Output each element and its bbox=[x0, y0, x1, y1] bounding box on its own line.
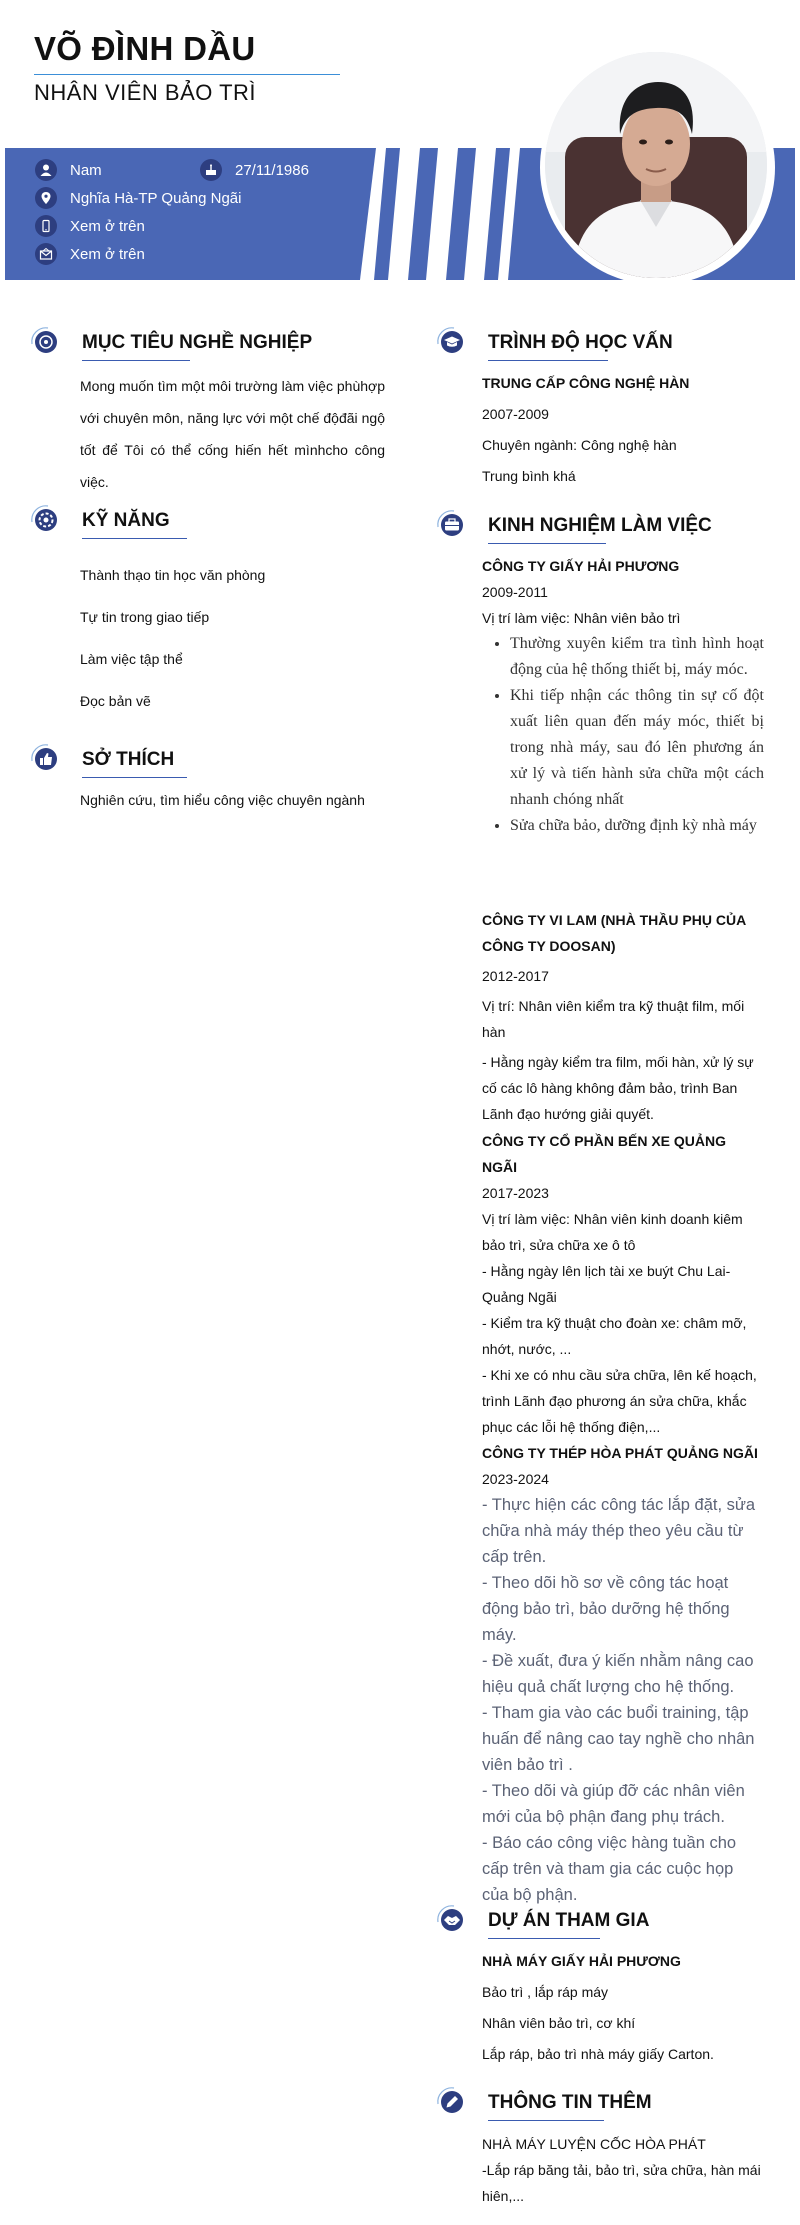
extra-underline bbox=[488, 2120, 604, 2121]
name-underline bbox=[34, 74, 340, 75]
briefcase-icon bbox=[434, 507, 470, 543]
gear-icon bbox=[28, 502, 64, 538]
handshake-icon bbox=[434, 1902, 470, 1938]
extra-title: THÔNG TIN THÊM bbox=[488, 2092, 652, 2113]
project-line: Bảo trì , lắp ráp máy bbox=[482, 1984, 609, 2000]
projects-block bbox=[482, 1948, 764, 2067]
job-period: 2023-2024 bbox=[482, 1471, 549, 1487]
job-company: CÔNG TY VI LAM (NHÀ THẦU PHỤ CỦA CÔNG TY DOOSAN) bbox=[482, 912, 746, 954]
job-line: - Hằng ngày lên lịch tài xe buýt Chu Lai-Quảng Ngãi bbox=[482, 1263, 731, 1305]
skill-item: Thành thạo tin học văn phòng bbox=[80, 567, 266, 583]
experience-job-1 bbox=[482, 553, 764, 839]
experience-job-4 bbox=[482, 1440, 764, 1908]
job-line: - Theo dõi hồ sơ về công tác hoạt động bảo trì, bảo dưỡng hệ thống máy. bbox=[482, 1574, 730, 1644]
education-header bbox=[434, 324, 774, 360]
avatar bbox=[545, 52, 767, 278]
contact-email bbox=[35, 243, 145, 265]
projects-header bbox=[434, 1902, 774, 1938]
pencil-icon bbox=[434, 2084, 470, 2120]
project-line: Nhân viên bảo trì, cơ khí bbox=[482, 2015, 636, 2031]
job-period: 2012-2017 bbox=[482, 968, 549, 984]
hobbies-text: Nghiên cứu, tìm hiểu công việc chuyên ngành bbox=[80, 792, 365, 808]
education-block bbox=[482, 370, 764, 489]
job-period: 2009-2011 bbox=[482, 584, 548, 600]
job-bullet: • Sửa chữa bảo, dưỡng định kỳ nhà máy bbox=[510, 813, 764, 839]
contact-birthday bbox=[200, 159, 309, 181]
contact-phone bbox=[35, 215, 145, 237]
profile-photo bbox=[545, 52, 767, 278]
job-company: CÔNG TY GIẤY HẢI PHƯƠNG bbox=[482, 558, 680, 574]
location-pin-icon bbox=[35, 187, 57, 209]
job-period: 2017-2023 bbox=[482, 1185, 549, 1201]
email-text: Xem ở trên bbox=[70, 245, 145, 263]
job-line: - Đề xuất, đưa ý kiến nhằm nâng cao hiệu quả chất lượng cho hệ thống. bbox=[482, 1652, 754, 1696]
projects-title: DỰ ÁN THAM GIA bbox=[488, 1910, 650, 1931]
experience-job-2 bbox=[482, 907, 764, 1127]
hobbies-header bbox=[28, 741, 328, 777]
birthday-text: 27/11/1986 bbox=[235, 161, 309, 179]
graduation-cap-icon bbox=[434, 324, 470, 360]
extra-line: NHÀ MÁY LUYỆN CỐC HÒA PHÁT bbox=[482, 2136, 706, 2152]
projects-underline bbox=[488, 1938, 600, 1939]
job-line: - Báo cáo công việc hàng tuần cho cấp trên và tham gia các cuộc họp của bộ phận. bbox=[482, 1834, 737, 1904]
job-company: CÔNG TY THÉP HÒA PHÁT QUẢNG NGÃI bbox=[482, 1445, 758, 1461]
target-icon bbox=[28, 324, 64, 360]
education-period: 2007-2009 bbox=[482, 406, 549, 422]
job-bullet: • Thường xuyên kiểm tra tình hình hoạt động của hệ thống thiết bị, máy móc. bbox=[510, 631, 764, 683]
skills-underline bbox=[82, 538, 187, 539]
objective-underline bbox=[82, 360, 190, 361]
extra-block bbox=[482, 2131, 764, 2209]
job-line: - Theo dõi và giúp đỡ các nhân viên mới của bộ phận đang phụ trách. bbox=[482, 1782, 745, 1826]
skill-item: Đọc bản vẽ bbox=[80, 693, 151, 709]
job-line: - Tham gia vào các buổi training, tập huấn để nâng cao tay nghề cho nhân viên bảo trì . bbox=[482, 1704, 755, 1774]
job-bullet: • Khi tiếp nhận các thông tin sự cố đột xuất liên quan đến máy móc, thiết bị trong nhà máy, sau đó lên phương án xử lý và tiến hành sửa chữa một cách nhanh chóng nhất bbox=[510, 683, 764, 813]
project-name: NHÀ MÁY GIẤY HẢI PHƯƠNG bbox=[482, 1953, 681, 1969]
objective-header bbox=[28, 324, 328, 360]
job-role: Vị trí làm việc: Nhân viên bảo trì bbox=[482, 610, 681, 626]
job-line: - Khi xe có nhu cầu sửa chữa, lên kế hoạch, trình Lãnh đạo phương án sửa chữa, khắc phục các lỗi hệ thống điện,... bbox=[482, 1367, 757, 1435]
experience-header bbox=[434, 507, 774, 543]
job-line: - Thực hiện các công tác lắp đặt, sửa chữa nhà máy thép theo yêu cầu từ cấp trên. bbox=[482, 1496, 756, 1566]
hobbies-underline bbox=[82, 777, 187, 778]
project-line: Lắp ráp, bảo trì nhà máy giấy Carton. bbox=[482, 2046, 714, 2062]
skills-title: KỸ NĂNG bbox=[82, 510, 170, 531]
job-line: - Kiểm tra kỹ thuật cho đoàn xe: châm mỡ, nhớt, nước, ... bbox=[482, 1315, 747, 1357]
objective-text: Mong muốn tìm một môi trường làm việc phùhợp với chuyên môn, năng lực với một chế độđãi ngộ tốt để Tôi có thể cống hiến hết mìnhcho công việc. bbox=[80, 378, 385, 490]
phone-text: Xem ở trên bbox=[70, 217, 145, 235]
phone-icon bbox=[35, 215, 57, 237]
education-title: TRÌNH ĐỘ HỌC VẤN bbox=[488, 332, 673, 353]
candidate-name: VÕ ĐÌNH DẦU bbox=[34, 30, 256, 67]
job-title: NHÂN VIÊN BẢO TRÌ bbox=[34, 80, 257, 105]
contact-gender bbox=[35, 159, 102, 181]
experience-job-3 bbox=[482, 1128, 764, 1440]
job-role: Vị trí: Nhân viên kiểm tra kỹ thuật film, mối hàn bbox=[482, 998, 745, 1040]
education-underline bbox=[488, 360, 608, 361]
gender-text: Nam bbox=[70, 161, 102, 179]
job-role: Vị trí làm việc: Nhân viên kinh doanh kiêm bảo trì, sửa chữa xe ô tô bbox=[482, 1211, 743, 1253]
job-bullets bbox=[482, 631, 764, 839]
extra-line: -Lắp ráp băng tải, bảo trì, sửa chữa, hàn mái hiên,... bbox=[482, 2162, 761, 2204]
envelope-icon bbox=[35, 243, 57, 265]
education-major: Chuyên ngành: Công nghệ hàn bbox=[482, 437, 677, 453]
job-line: - Hằng ngày kiểm tra film, mối hàn, xử lý sự cố các lô hàng không đảm bảo, trình Ban Lãnh đạo hướng giải quyết. bbox=[482, 1054, 754, 1122]
job-company: CÔNG TY CỔ PHẦN BẾN XE QUẢNG NGÃI bbox=[482, 1133, 726, 1175]
extra-header bbox=[434, 2084, 774, 2120]
skill-item: Làm việc tập thể bbox=[80, 651, 183, 667]
experience-title: KINH NGHIỆM LÀM VIỆC bbox=[488, 515, 712, 536]
experience-underline bbox=[488, 543, 606, 544]
education-grade: Trung bình khá bbox=[482, 468, 576, 484]
contact-address bbox=[35, 187, 241, 209]
address-text: Nghĩa Hà-TP Quảng Ngãi bbox=[70, 189, 242, 207]
hobbies-title: SỞ THÍCH bbox=[82, 749, 175, 770]
person-icon bbox=[35, 159, 57, 181]
birthday-cake-icon bbox=[200, 159, 222, 181]
objective-title: MỤC TIÊU NGHỀ NGHIỆP bbox=[82, 332, 313, 353]
skill-item: Tự tin trong giao tiếp bbox=[80, 609, 210, 625]
thumbs-up-icon bbox=[28, 741, 64, 777]
skills-header bbox=[28, 502, 328, 538]
education-school: TRUNG CẤP CÔNG NGHỆ HÀN bbox=[482, 375, 690, 391]
